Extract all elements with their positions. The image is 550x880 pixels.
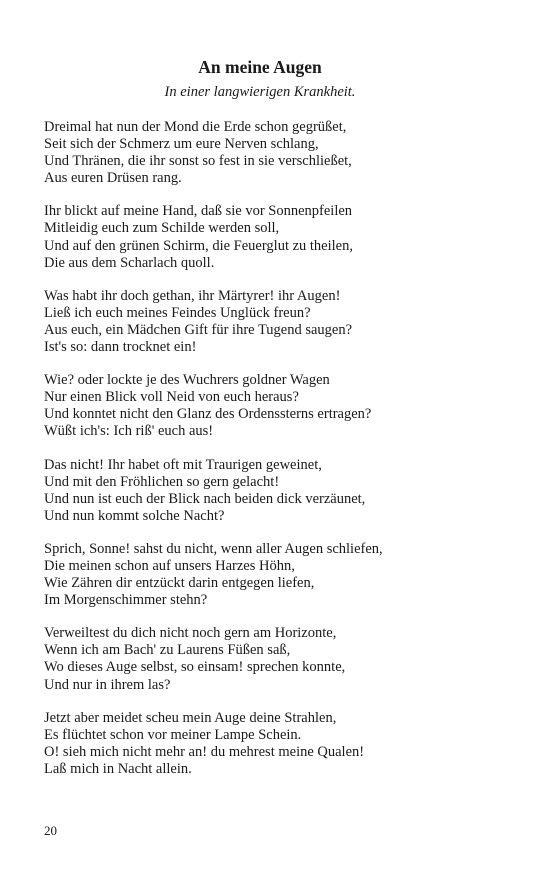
poem-line: Wie? oder lockte je des Wuchrers goldner Wagen (44, 372, 330, 389)
poem-line: Seit sich der Schmerz um eure Nerven schlang, (44, 136, 319, 153)
poem-line: Aus euren Drüsen rang. (44, 170, 182, 187)
poem-line: Ließ ich euch meines Feindes Unglück freun? (44, 304, 311, 321)
poem-line: Ihr blickt auf meine Hand, daß sie vor Sonnenpfeilen (44, 203, 353, 220)
poem-line: Und auf den grünen Schirm, die Feuerglut zu theilen, (44, 237, 353, 254)
stanza (44, 288, 484, 356)
poem-line: Es flüchtet schon vor meiner Lampe Schein. (44, 726, 302, 743)
stanza (44, 203, 484, 271)
poem-subtitle: In einer langwierigen Krankheit. (164, 84, 356, 100)
stanza (44, 372, 484, 440)
poem-line: Nur einen Blick voll Neid von euch heraus? (44, 389, 299, 406)
poem-line: Und nun kommt solche Nacht? (44, 507, 225, 524)
stanza (44, 710, 484, 778)
poem-line: Ist's so: dann trocknet ein! (44, 339, 197, 356)
poem-title: An meine Augen (198, 57, 322, 77)
poem-body (44, 119, 484, 794)
poem-line: Wüßt ich's: Ich riß' euch aus! (44, 423, 214, 440)
poem-line: Laß mich in Nacht allein. (44, 760, 192, 777)
poem-line: Aus euch, ein Mädchen Gift für ihre Tugend saugen? (44, 321, 353, 338)
poem-line: Was habt ihr doch gethan, ihr Märtyrer! ihr Augen! (44, 287, 341, 304)
poem-line: Und nun ist euch der Blick nach beiden dick verzäunet, (44, 490, 366, 507)
poem-line: Die aus dem Scharlach quoll. (44, 254, 215, 271)
poem-line: O! sieh mich nicht mehr an! du mehrest meine Qualen! (44, 743, 365, 760)
poem-line: Verweiltest du dich nicht noch gern am Horizonte, (44, 625, 337, 642)
poem-line: Mitleidig euch zum Schilde werden soll, (44, 220, 280, 237)
stanza (44, 457, 484, 525)
poem-line: Das nicht! Ihr habet oft mit Traurigen geweinet, (44, 456, 322, 473)
poem-line: Wenn ich am Bach' zu Laurens Füßen saß, (44, 642, 291, 659)
poem-line: Dreimal hat nun der Mond die Erde schon gegrüßet, (44, 119, 347, 135)
poem-line: Und Thränen, die ihr sonst so fest in sie verschließet, (44, 153, 352, 170)
poem-line: Und mit den Fröhlichen so gern gelacht! (44, 473, 280, 490)
poem-line: Sprich, Sonne! sahst du nicht, wenn aller Augen schliefen, (44, 540, 383, 557)
poem-line: Und nur in ihrem las? (44, 676, 171, 693)
stanza (44, 541, 484, 609)
stanza (44, 625, 484, 693)
stanza (44, 119, 484, 187)
page-number: 20 (44, 823, 57, 838)
poem-line: Wie Zähren dir entzückt darin entgegen liefen, (44, 575, 315, 592)
poem-line: Und konntet nicht den Glanz des Ordenssterns ertragen? (44, 406, 372, 423)
poem-line: Im Morgenschimmer stehn? (44, 592, 208, 609)
poem-line: Wo dieses Auge selbst, so einsam! sprechen konnte, (44, 659, 346, 676)
poem-line: Jetzt aber meidet scheu mein Auge deine Strahlen, (44, 709, 337, 726)
poem-line: Die meinen schon auf unsers Harzes Höhn, (44, 557, 295, 574)
